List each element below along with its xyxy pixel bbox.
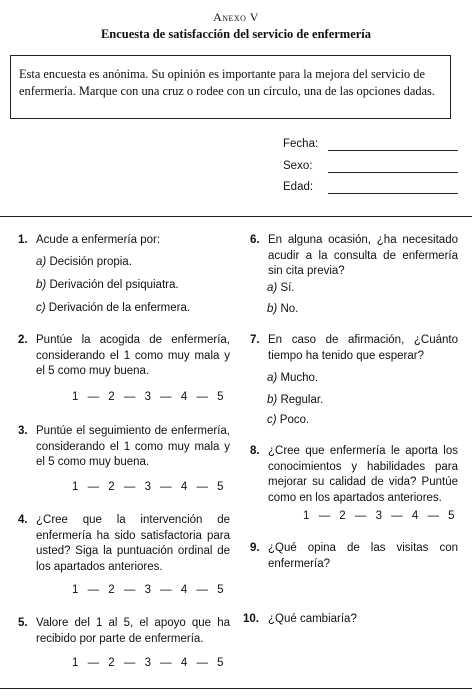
- annex-label: Anexo V: [213, 10, 259, 24]
- question-4-scale[interactable]: 1 — 2 — 3 — 4 — 5: [72, 584, 225, 596]
- fecha-input-line[interactable]: [328, 150, 458, 151]
- sexo-input-line[interactable]: [328, 172, 458, 173]
- question-6-option-a[interactable]: a) Sí.: [267, 282, 295, 294]
- question-8: 8. ¿Cree que enfermería le aporta los conocimientos y habilidades para mejorar su calidad de vida? Puntúe como en los apartados anteriores.: [250, 445, 458, 504]
- question-1-option-c[interactable]: c) Derivación de la enfermera.: [36, 302, 191, 314]
- question-7-option-b[interactable]: b) Regular.: [267, 394, 324, 406]
- question-5-scale[interactable]: 1 — 2 — 3 — 4 — 5: [72, 657, 225, 669]
- question-5: 5. Valore del 1 al 5, el apoyo que ha recibido por parte de enfermería.: [18, 617, 230, 645]
- question-8-scale[interactable]: 1 — 2 — 3 — 4 — 5: [303, 510, 456, 522]
- question-2: 2. Puntúe la acogida de enfermería, considerando el 1 como muy mala y el 5 como muy buena.: [18, 334, 230, 377]
- question-7-option-a[interactable]: a) Mucho.: [267, 372, 319, 384]
- question-3: 3. Puntúe el seguimiento de enfermería, considerando el 1 como muy mala y el 5 como muy buena.: [18, 425, 230, 468]
- question-7: 7. En caso de afirmación, ¿Cuánto tiempo ha tenido que esperar?: [250, 334, 458, 362]
- sexo-label: Sexo:: [283, 160, 313, 172]
- bottom-divider: [0, 688, 472, 689]
- top-divider: [0, 216, 472, 217]
- edad-label: Edad:: [283, 181, 314, 193]
- question-4: 4. ¿Cree que la intervención de enfermería ha sido satisfactoria para usted? Siga la puntuación ordinal de los apartados anteriores.: [18, 514, 230, 573]
- intro-text: Esta encuesta es anónima. Su opinión es importante para la mejora del servicio de enfermería. Marque con una cruz o rodee con un círculo, una de las opciones dadas.: [19, 67, 435, 98]
- question-6: 6. En alguna ocasión, ¿ha necesitado acudir a la consulta de enfermería sin cita previa?: [250, 234, 458, 277]
- fecha-label: Fecha:: [283, 138, 319, 150]
- question-1: 1. Acude a enfermería por:: [18, 234, 161, 246]
- question-2-scale[interactable]: 1 — 2 — 3 — 4 — 5: [72, 391, 225, 403]
- page-title: Encuesta de satisfacción del servicio de enfermería: [100, 27, 372, 41]
- question-1-option-b[interactable]: b) Derivación del psiquiatra.: [36, 279, 179, 291]
- question-9: 9. ¿Qué opina de las visitas con enfermería?: [250, 542, 458, 570]
- edad-input-line[interactable]: [328, 193, 458, 194]
- question-1-option-a[interactable]: a) Decisión propia.: [36, 256, 132, 268]
- question-3-scale[interactable]: 1 — 2 — 3 — 4 — 5: [72, 481, 225, 493]
- question-10: 10. ¿Qué cambiaría?: [243, 613, 357, 625]
- question-7-option-c[interactable]: c) Poco.: [267, 414, 310, 426]
- question-6-option-b[interactable]: b) No.: [267, 303, 299, 315]
- intro-box: [10, 55, 451, 119]
